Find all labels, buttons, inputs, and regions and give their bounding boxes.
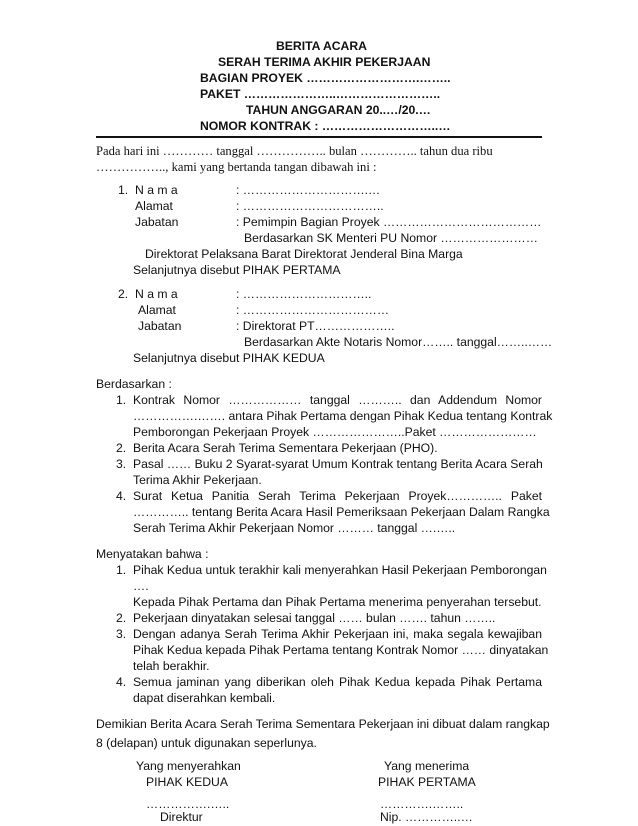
- sign-left-role: Yang menyerahkan: [136, 759, 241, 773]
- party2-nama-value: : …………………………..: [236, 287, 372, 301]
- party1-number: 1.: [118, 183, 129, 197]
- menyatakan-item2-number: 2.: [116, 611, 127, 625]
- bagian-proyek-line: BAGIAN PROYEK ……………………….……..: [200, 71, 451, 85]
- berdasarkan-item2-number: 2.: [116, 441, 127, 455]
- closing-line1: Demikian Berita Acara Serah Terima Sementara Pekerjaan ini dibuat dalam rangkap: [96, 717, 550, 731]
- menyatakan-item1-line3: Kepada Pihak Pertama dan Pihak Pertama menerima penyerahan tersebut.: [133, 595, 542, 609]
- party1-direktorat-line: Direktorat Pelaksana Barat Direktorat Jenderal Bina Marga: [145, 247, 463, 261]
- party2-akte-line: Berdasarkan Akte Notaris Nomor…….. tanggal……..……: [244, 335, 553, 349]
- sign-right-title: Nip. …………..…: [380, 810, 473, 824]
- doc-title-line1: BERITA ACARA: [276, 39, 367, 53]
- berdasarkan-item3-line1: Pasal …… Buku 2 Syarat-syarat Umum Kontrak tentang Berita Acara Serah: [133, 457, 543, 471]
- party1-alamat-value: : ……………………………..: [236, 199, 384, 213]
- menyatakan-item3-line1: Dengan adanya Serah Terima Akhir Pekerjaan ini, maka segala kewajiban: [133, 627, 542, 641]
- party2-nama-label: N a m a: [135, 287, 178, 301]
- party1-jabatan-label: Jabatan: [135, 215, 179, 229]
- berdasarkan-item1-line2: …………….……. antara Pihak Pertama dengan Pihak Kedua tentang Kontrak: [133, 409, 553, 423]
- menyatakan-item1-line1: Pihak Kedua untuk terakhir kali menyerahkan Hasil Pekerjaan Pemborongan: [133, 563, 547, 577]
- sign-left-party: PIHAK KEDUA: [146, 775, 228, 789]
- nomor-kontrak-line: NOMOR KONTRAK : ………………………..…: [200, 119, 451, 133]
- tahun-anggaran-line: TAHUN ANGGARAN 20..…/20.…: [246, 103, 431, 117]
- menyatakan-item3-number: 3.: [116, 627, 127, 641]
- header-divider: [96, 136, 542, 138]
- sign-right-role: Yang menerima: [384, 759, 470, 773]
- sign-left-dots: …………….…..: [146, 797, 230, 811]
- paket-line: PAKET …………………..……………………..: [200, 87, 441, 101]
- menyatakan-item4-line1: Semua jaminan yang diberikan oleh Pihak Kedua kepada Pihak Pertama: [133, 675, 542, 689]
- party2-number: 2.: [118, 287, 129, 301]
- berdasarkan-item3-number: 3.: [116, 457, 127, 471]
- berdasarkan-item3-line2: Terima Akhir Pekerjaan.: [133, 473, 262, 487]
- opening-line2: …………….., kami yang bertanda tangan dibawah ini :: [96, 160, 377, 174]
- party1-nama-label: N a m a: [135, 183, 178, 197]
- berdasarkan-item2-line1: Berita Acara Serah Terima Sementara Pekerjaan (PHO).: [133, 441, 438, 455]
- closing-line2: 8 (delapan) untuk digunakan seperlunya.: [96, 736, 317, 750]
- party2-jabatan-label: Jabatan: [138, 319, 182, 333]
- berdasarkan-item1-number: 1.: [116, 393, 127, 407]
- berdasarkan-title: Berdasarkan :: [96, 377, 172, 391]
- berdasarkan-item4-line1: Surat Ketua Panitia Serah Terima Pekerjaan Proyek………….. Paket: [133, 489, 542, 503]
- party2-disebut: Selanjutnya disebut PIHAK KEDUA: [133, 351, 325, 365]
- party1-jabatan-value: : Pemimpin Bagian Proyek …………………………………: [236, 215, 542, 229]
- menyatakan-item3-line3: telah berakhir.: [133, 659, 210, 673]
- berdasarkan-item4-line3: Serah Terima Akhir Pekerjaan Nomor ……… tanggal ….…..: [133, 521, 456, 535]
- menyatakan-item4-number: 4.: [116, 675, 127, 689]
- sign-left-title: Direktur: [160, 810, 203, 824]
- opening-line1: Pada hari ini ………… tanggal …………….. bulan ………….. tahun dua ribu: [96, 144, 493, 158]
- sign-right-party: PIHAK PERTAMA: [378, 775, 476, 789]
- menyatakan-item2-line1: Pekerjaan dinyatakan selesai tanggal …… bulan ……. tahun ……..: [133, 611, 496, 625]
- berdasarkan-item1-line1: Kontrak Nomor ……………… tanggal ……….. dan Addendum Nomor: [133, 393, 542, 407]
- sign-right-dots: ………….……..: [380, 797, 464, 811]
- party2-jabatan-value: : Direktorat PT………………..: [236, 319, 395, 333]
- menyatakan-title: Menyatakan bahwa :: [96, 547, 209, 561]
- doc-title-line2: SERAH TERIMA AKHIR PEKERJAAN: [218, 55, 431, 69]
- party1-alamat-label: Alamat: [135, 199, 173, 213]
- party1-disebut: Selanjutnya disebut PIHAK PERTAMA: [133, 263, 341, 277]
- berdasarkan-item4-line2: ………….. tentang Berita Acara Hasil Pemeriksaan Pekerjaan Dalam Rangka: [133, 505, 550, 519]
- berdasarkan-item4-number: 4.: [116, 489, 127, 503]
- party1-nama-value: : ………………………….…: [236, 183, 381, 197]
- party2-alamat-label: Alamat: [138, 303, 176, 317]
- menyatakan-item1-line2: ….: [133, 579, 149, 593]
- menyatakan-item3-line2: Pihak Kedua kepada Pihak Pertama tentang Kontrak Nomor …… dinyatakan: [133, 643, 549, 657]
- party2-alamat-value: : ………………………………: [236, 303, 390, 317]
- party1-sk-line: Berdasarkan SK Menteri PU Nomor ……………………: [244, 231, 538, 245]
- berdasarkan-item1-line3: Pemborongan Pekerjaan Proyek …………………..Paket ……………………: [133, 425, 537, 439]
- menyatakan-item4-line2: dapat diserahkan kembali.: [133, 691, 276, 705]
- menyatakan-item1-number: 1.: [116, 563, 127, 577]
